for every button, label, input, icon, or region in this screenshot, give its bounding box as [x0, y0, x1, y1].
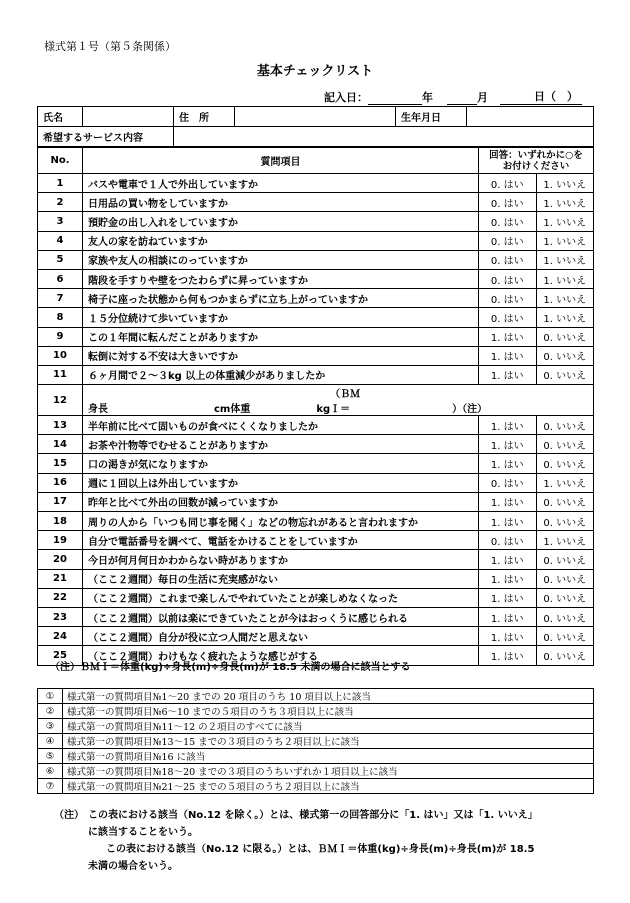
answer-no[interactable]: 0. いいえ: [536, 416, 594, 435]
question-text: 口の渇きが気になりますか: [83, 454, 479, 473]
criteria-number: ①: [38, 689, 63, 704]
service-label: 希望するサービス内容: [38, 127, 174, 147]
criteria-text: 様式第一の質問項目№21～25 までの５項目のうち２項目以上に該当: [63, 779, 594, 794]
answer-yes[interactable]: 1. はい: [479, 365, 537, 384]
criteria-text: 様式第一の質問項目№1～20 までの 20 項目のうち 10 項目以上に該当: [63, 689, 594, 704]
answer-yes[interactable]: 0. はい: [479, 174, 537, 193]
answer-no[interactable]: 0. いいえ: [536, 454, 594, 473]
answer-yes[interactable]: 0. はい: [479, 231, 537, 250]
question-text: 半年前に比べて固いものが食べにくくなりましたか: [83, 416, 479, 435]
criteria-number: ④: [38, 734, 63, 749]
year-field[interactable]: [368, 92, 422, 105]
question-text: 昨年と比べて外出の回数が減っていますか: [83, 492, 479, 511]
table-row: [38, 250, 594, 269]
table-row: [38, 416, 594, 435]
name-label: 氏名: [38, 107, 83, 127]
footnote-line3: この表における該当（No.12 に限る。）とは、ＢＭＩ＝体重(kg)÷身長(m)÷身長(m)が 18.5: [106, 844, 535, 855]
question-text: 今日が何月何日かわからない時がありますか: [83, 550, 479, 569]
page-title: 基本チェックリスト: [256, 64, 374, 79]
row-number: 21: [38, 569, 83, 588]
form-number: 様式第１号（第５条関係）: [44, 40, 176, 53]
address-field[interactable]: [235, 107, 396, 127]
table-row: [38, 550, 594, 569]
row-number: 15: [38, 454, 83, 473]
answer-no[interactable]: 1. いいえ: [536, 308, 594, 327]
row-number: 6: [38, 269, 83, 288]
table-row: [38, 492, 594, 511]
date-entry-row: [324, 88, 582, 105]
answer-no[interactable]: 0. いいえ: [536, 627, 594, 646]
answer-yes[interactable]: 0. はい: [479, 193, 537, 212]
answer-no[interactable]: 0. いいえ: [536, 588, 594, 607]
answer-no[interactable]: 0. いいえ: [536, 327, 594, 346]
question-text: 転倒に対する不安は大きいですか: [83, 346, 479, 365]
answer-yes[interactable]: 1. はい: [479, 327, 537, 346]
row-number: 19: [38, 531, 83, 550]
table-row: [38, 531, 594, 550]
row-number: 14: [38, 435, 83, 454]
table-row: [38, 365, 594, 384]
table-row: [38, 327, 594, 346]
col-no-header: No.: [38, 148, 83, 174]
answer-no[interactable]: 0. いいえ: [536, 346, 594, 365]
criteria-number: ③: [38, 719, 63, 734]
answer-no[interactable]: 1. いいえ: [536, 473, 594, 492]
criteria-number: ②: [38, 704, 63, 719]
footnote-line4: 未満の場合をいう。: [88, 861, 178, 872]
row-number: 4: [38, 231, 83, 250]
height-label: 身長: [88, 404, 108, 416]
answer-no[interactable]: 0. いいえ: [536, 569, 594, 588]
answer-no[interactable]: 1. いいえ: [536, 250, 594, 269]
birthdate-field[interactable]: [467, 107, 594, 127]
col-answer-header: [479, 148, 594, 174]
row-number: 25: [38, 646, 83, 665]
answer-no[interactable]: 0. いいえ: [536, 646, 594, 665]
answer-yes[interactable]: 1. はい: [479, 346, 537, 365]
question-text: 預貯金の出し入れをしていますか: [83, 212, 479, 231]
table-row: [38, 435, 594, 454]
answer-no[interactable]: 0. いいえ: [536, 365, 594, 384]
month-label: 月: [477, 91, 488, 104]
criteria-text: 様式第一の質問項目№18～20 までの３項目のうちいずれか１項目以上に該当: [63, 764, 594, 779]
question-text: （ここ２週間）わけもなく疲れたような感じがする: [83, 646, 479, 665]
row-number: 2: [38, 193, 83, 212]
row-number: 5: [38, 250, 83, 269]
table-row: [38, 454, 594, 473]
answer-yes[interactable]: 1. はい: [479, 627, 537, 646]
month-field[interactable]: [447, 92, 477, 105]
question-text: 椅子に座った状態から何もつかまらずに立ち上がっていますか: [83, 289, 479, 308]
day-field[interactable]: [500, 92, 530, 105]
question-text: この１年間に転んだことがありますか: [83, 327, 479, 346]
answer-no[interactable]: 0. いいえ: [536, 435, 594, 454]
row-number: 16: [38, 473, 83, 492]
answer-no[interactable]: 1. いいえ: [536, 289, 594, 308]
answer-yes[interactable]: 1. はい: [479, 492, 537, 511]
row-number: 24: [38, 627, 83, 646]
answer-no[interactable]: 1. いいえ: [536, 174, 594, 193]
answer-no[interactable]: 0. いいえ: [536, 492, 594, 511]
table-row: [38, 193, 594, 212]
question-text: （ここ２週間）これまで楽しんでやれていたことが楽しめなくなった: [83, 588, 479, 607]
criteria-row: [38, 704, 594, 719]
birthdate-label: 生年月日: [396, 107, 467, 127]
day-label: 日（ ）: [530, 88, 582, 105]
answer-header-line1: 回答：いずれかに○を: [489, 149, 583, 161]
question-text: 家族や友人の相談にのっていますか: [83, 250, 479, 269]
answer-no[interactable]: 1. いいえ: [536, 231, 594, 250]
answer-no[interactable]: 1. いいえ: [536, 269, 594, 288]
table-row: [38, 269, 594, 288]
kg-unit: kg: [316, 404, 331, 416]
answer-no[interactable]: 0. いいえ: [536, 512, 594, 531]
question-text: ６ヶ月間で２～３kg 以上の体重減少がありましたか: [83, 365, 479, 384]
row-number: 22: [38, 588, 83, 607]
criteria-row: [38, 779, 594, 794]
bmi-label: （ＢＭＩ＝: [330, 389, 361, 416]
footnote: [54, 807, 599, 875]
row-number: 1: [38, 174, 83, 193]
answer-yes[interactable]: 1. はい: [479, 569, 537, 588]
question-text: １５分位続けて歩いていますか: [83, 308, 479, 327]
row-number: 10: [38, 346, 83, 365]
answer-yes[interactable]: 1. はい: [479, 454, 537, 473]
criteria-number: ⑦: [38, 779, 63, 794]
table-row: [38, 627, 594, 646]
question-text: 階段を手すりや壁をつたわらずに昇っていますか: [83, 269, 479, 288]
answer-yes[interactable]: 0. はい: [479, 308, 537, 327]
bmi-note-ref: ）（注）: [452, 404, 488, 416]
question-text: バスや電車で１人で外出していますか: [83, 174, 479, 193]
table-row: [38, 289, 594, 308]
weight-label: 体重: [230, 404, 251, 416]
col-question-header: 質問項目: [83, 148, 479, 174]
criteria-table: [37, 688, 594, 794]
question-text: （ここ２週間）毎日の生活に充実感がない: [83, 569, 479, 588]
criteria-row: [38, 719, 594, 734]
answer-no[interactable]: 1. いいえ: [536, 212, 594, 231]
row-number: 20: [38, 550, 83, 569]
answer-yes[interactable]: 1. はい: [479, 588, 537, 607]
criteria-text: 様式第一の質問項目№11～12 の２項目のすべてに該当: [63, 719, 594, 734]
answer-yes[interactable]: 1. はい: [479, 550, 537, 569]
answer-no[interactable]: 1. いいえ: [536, 193, 594, 212]
criteria-number: ⑥: [38, 764, 63, 779]
name-field[interactable]: [83, 107, 174, 127]
answer-yes[interactable]: 1. はい: [479, 416, 537, 435]
answer-yes[interactable]: 0. はい: [479, 531, 537, 550]
answer-yes[interactable]: 1. はい: [479, 512, 537, 531]
table-row: [38, 588, 594, 607]
personal-info-table: [37, 106, 594, 147]
answer-yes[interactable]: 0. はい: [479, 212, 537, 231]
criteria-text: 様式第一の質問項目№16 に該当: [63, 749, 594, 764]
question-text: 自分で電話番号を調べて、電話をかけることをしていますか: [83, 531, 479, 550]
service-field[interactable]: [174, 127, 594, 147]
row12-measure-cell: [83, 385, 594, 416]
table-row: [38, 473, 594, 492]
table-row: [38, 346, 594, 365]
criteria-row: [38, 689, 594, 704]
checklist-table: [37, 147, 594, 666]
row-number: 23: [38, 607, 83, 626]
question-text: （ここ２週間）自分が役に立つ人間だと思えない: [83, 627, 479, 646]
year-label: 年: [422, 91, 433, 104]
row-number: 7: [38, 289, 83, 308]
answer-yes[interactable]: 1. はい: [479, 435, 537, 454]
answer-yes[interactable]: 0. はい: [479, 250, 537, 269]
row-number: 17: [38, 492, 83, 511]
table-row: [38, 174, 594, 193]
criteria-row: [38, 734, 594, 749]
answer-yes[interactable]: 0. はい: [479, 473, 537, 492]
table-row: [38, 607, 594, 626]
answer-no[interactable]: 0. いいえ: [536, 607, 594, 626]
address-label: 住 所: [174, 107, 235, 127]
criteria-row: [38, 764, 594, 779]
footnote-line2: に該当することをいう。: [88, 827, 198, 838]
question-text: 友人の家を訪ねていますか: [83, 231, 479, 250]
row-number: 11: [38, 365, 83, 384]
answer-yes[interactable]: 1. はい: [479, 646, 537, 665]
question-text: 日用品の買い物をしていますか: [83, 193, 479, 212]
table-row: [38, 308, 594, 327]
answer-no[interactable]: 1. いいえ: [536, 531, 594, 550]
table-row-12: [38, 385, 594, 416]
row-number: 3: [38, 212, 83, 231]
cm-unit: cm: [214, 404, 231, 416]
footnote-label: （注）: [54, 810, 84, 821]
criteria-number: ⑤: [38, 749, 63, 764]
footnote-line1: この表における該当（No.12 を除く。）とは、様式第一の回答部分に「1. はい」又は「1. いいえ」: [88, 810, 538, 821]
row-number: 9: [38, 327, 83, 346]
row-number: 8: [38, 308, 83, 327]
answer-yes[interactable]: 0. はい: [479, 289, 537, 308]
row-number: 13: [38, 416, 83, 435]
question-text: （ここ２週間）以前は楽にできていたことが今はおっくうに感じられる: [83, 607, 479, 626]
answer-yes[interactable]: 1. はい: [479, 607, 537, 626]
bmi-note: （注）ＢＭＩ＝体重(kg)÷身長(m)÷身長(m)が 18.5 未満の場合に該当とする: [50, 662, 411, 673]
row-number: 18: [38, 512, 83, 531]
answer-header-line2: お付けください: [502, 160, 570, 172]
criteria-row: [38, 749, 594, 764]
answer-no[interactable]: 0. いいえ: [536, 550, 594, 569]
table-row: [38, 212, 594, 231]
table-row: [38, 512, 594, 531]
row-number: 12: [38, 385, 83, 416]
criteria-text: 様式第一の質問項目№6～10 までの５項目のうち３項目以上に該当: [63, 704, 594, 719]
question-text: 週に１回以上は外出していますか: [83, 473, 479, 492]
answer-yes[interactable]: 0. はい: [479, 269, 537, 288]
date-label: 記入日：: [324, 91, 368, 104]
table-row: [38, 231, 594, 250]
question-text: お茶や汁物等でむせることがありますか: [83, 435, 479, 454]
question-text: 周りの人から「いつも同じ事を聞く」などの物忘れがあると言われますか: [83, 512, 479, 531]
criteria-text: 様式第一の質問項目№13～15 までの３項目のうち２項目以上に該当: [63, 734, 594, 749]
table-row: [38, 569, 594, 588]
